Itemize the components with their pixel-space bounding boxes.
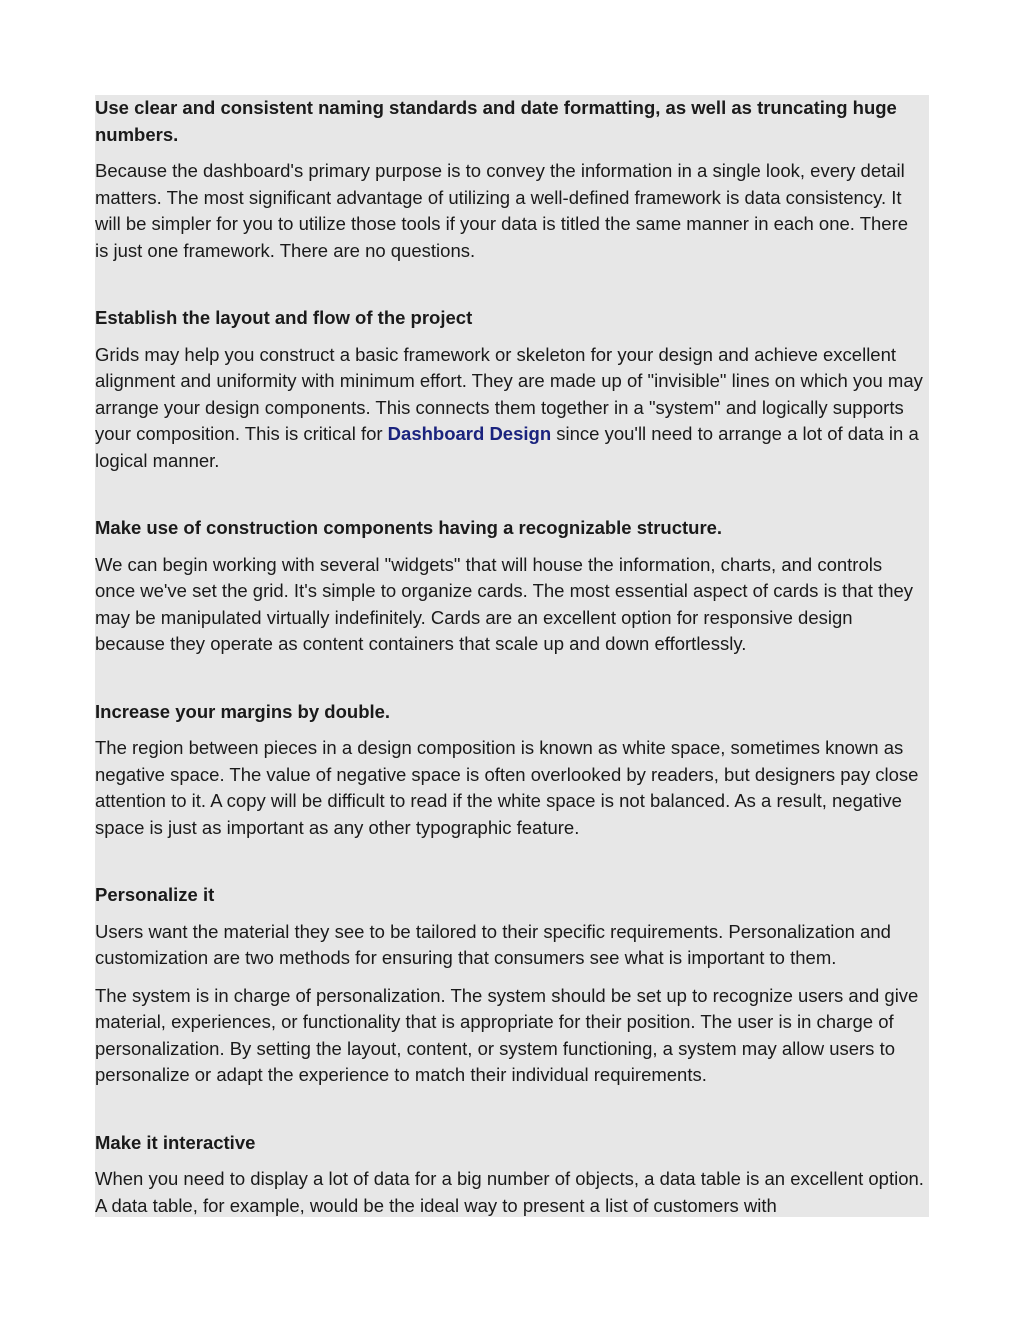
section-paragraph: We can begin working with several "widgets" that will house the information, charts, and controls once we've set the grid. It's simple to organize cards. The most essential aspect of cards is that they may be manipulated virtually indefinitely. Cards are an excellent option for responsive design because they operate as content containers that scale up and down effortlessly. <box>95 553 914 654</box>
paragraph-text: since you'll need to arrange a lot of data in a logical manner. <box>95 423 919 471</box>
section-naming-standards <box>95 95 929 264</box>
section-heading: Use clear and consistent naming standards and date formatting, as well as truncating huge numbers. <box>95 97 897 145</box>
section-construction-components <box>95 515 929 658</box>
section-paragraph: The system is in charge of personalization. The system should be set up to recognize users and give material, experiences, or functionality that is appropriate for their position. The user is in charge of personalization. By setting the layout, content, or system functioning, a system may allow users to personalize or adapt the experience to match their individual requirements. <box>95 984 919 1085</box>
section-interactive <box>95 1130 929 1218</box>
section-paragraph: Because the dashboard's primary purpose is to convey the information in a single look, every detail matters. The most significant advantage of utilizing a well-defined framework is data consistency. It will be simpler for you to utilize those tools if your data is titled the same manner in each one. There is just one framework. There are no questions. <box>95 160 909 261</box>
section-paragraph: The region between pieces in a design composition is known as white space, sometimes known as negative space. The value of negative space is often overlooked by readers, but designers pay close attention to it. A copy will be difficult to read if the white space is not balanced. As a result, negative space is just as important as any other typographic feature. <box>95 737 919 838</box>
section-heading: Increase your margins by double. <box>95 700 391 722</box>
section-paragraph <box>95 342 929 475</box>
dashboard-design-link[interactable]: Dashboard Design <box>387 423 552 444</box>
section-paragraph: Users want the material they see to be tailored to their specific requirements. Personalization and customization are two methods for ensuring that consumers see what is important to them. <box>95 920 891 968</box>
section-heading: Make it interactive <box>95 1131 256 1153</box>
section-layout-flow <box>95 305 929 474</box>
section-heading: Make use of construction components having a recognizable structure. <box>95 517 723 538</box>
section-spacer <box>95 852 929 882</box>
section-spacer <box>95 1100 929 1130</box>
section-paragraph: When you need to display a lot of data for a big number of objects, a data table is an excellent option. A data table, for example, would be the ideal way to present a list of customers with <box>95 1168 924 1216</box>
document-body <box>95 95 929 1217</box>
section-personalize <box>95 882 929 1089</box>
section-heading: Establish the layout and flow of the project <box>95 307 473 328</box>
section-spacer <box>95 669 929 699</box>
section-spacer <box>95 485 929 515</box>
section-spacer <box>95 275 929 305</box>
section-margins <box>95 699 929 842</box>
section-heading: Personalize it <box>95 884 215 905</box>
paragraph-text: Grids may help you construct a basic framework or skeleton for your design and achieve excellent alignment and uniformity with minimum effort. They are made up of "invisible" lines on which you may arrange your design components. This connects them together in a "system" and logically supports your composition. This is critical for <box>95 343 923 444</box>
